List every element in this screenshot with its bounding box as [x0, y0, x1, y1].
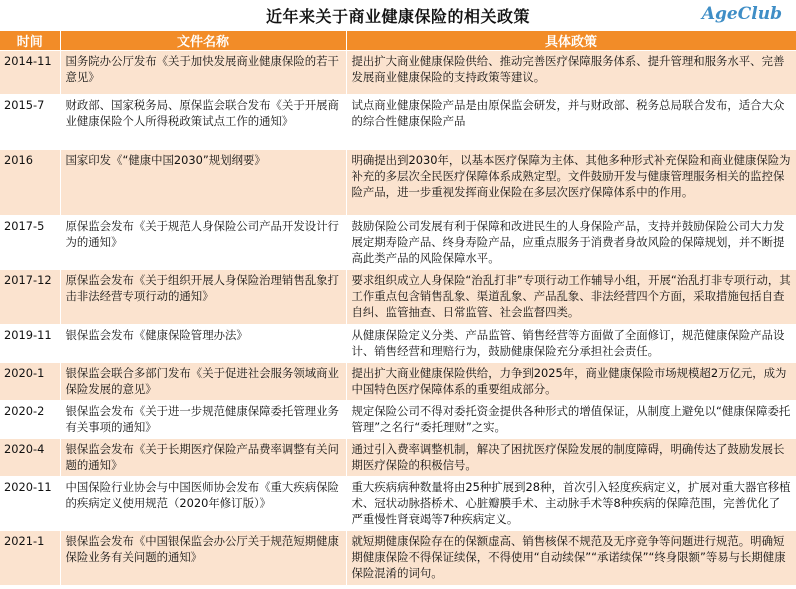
table-row	[0, 531, 796, 585]
row-document: 原保监会发布《关于组织开展人身保险治理销售乱象打击非法经营专项行动的通知》	[60, 270, 346, 325]
table-row	[0, 270, 796, 325]
row-time: 2019-11	[0, 325, 60, 363]
row-policy: 试点商业健康保险产品是由原保监会研发，并与财政部、税务总局联合发布，适合大众的综合性健康保险产品	[346, 95, 796, 150]
row-document: 银保监会发布《健康保险管理办法》	[60, 325, 346, 363]
row-policy: 通过引入费率调整机制，解决了困扰医疗保险发展的制度障碍，明确传达了鼓励发展长期医疗保险的积极信号。	[346, 439, 796, 477]
row-policy: 重大疾病病种数量将由25种扩展到28种，首次引入轻度疾病定义，扩展对重大器官移植术、冠状动脉搭桥术、心脏瓣膜手术、主动脉手术等8种疾病的保障范围，完善优化了严重慢性肾衰竭等7种疾病定义。	[346, 477, 796, 531]
table-row	[0, 477, 796, 531]
row-time: 2017-12	[0, 270, 60, 325]
table-row	[0, 439, 796, 477]
table-header-row	[0, 31, 796, 51]
row-document: 国务院办公厅发布《关于加快发展商业健康保险的若干意见》	[60, 51, 346, 95]
table-row	[0, 401, 796, 439]
table-row	[0, 363, 796, 401]
policy-table	[0, 31, 796, 585]
row-time: 2016	[0, 150, 60, 216]
row-document: 银保监会发布《关于长期医疗保险产品费率调整有关问题的通知》	[60, 439, 346, 477]
row-document: 中国保险行业协会与中国医师协会发布《重大疾病保险的疾病定义使用规范（2020年修订版）》	[60, 477, 346, 531]
row-policy: 提出扩大商业健康保险供给，力争到2025年，商业健康保险市场规模超2万亿元，成为中国特色医疗保障体系的重要组成部分。	[346, 363, 796, 401]
row-time: 2020-1	[0, 363, 60, 401]
row-policy: 鼓励保险公司发展有利于保障和改进民生的人身保险产品，支持并鼓励保险公司大力发展定期寿险产品、终身寿险产品，应重点服务于消费者身故风险的保障规划，并不断提高此类产品的风险保障水平。	[346, 216, 796, 270]
table-row	[0, 216, 796, 270]
table-row	[0, 95, 796, 150]
row-policy: 从健康保险定义分类、产品监管、销售经营等方面做了全面修订，规范健康保险产品设计、销售经营和理赔行为，鼓励健康保险充分承担社会责任。	[346, 325, 796, 363]
row-time: 2020-2	[0, 401, 60, 439]
row-policy: 规定保险公司不得对委托资金提供各种形式的增值保证，从制度上避免以“健康保障委托管理”之名行“委托理财”之实。	[346, 401, 796, 439]
row-document: 财政部、国家税务局、原保监会联合发布《关于开展商业健康保险个人所得税政策试点工作的通知》	[60, 95, 346, 150]
page-title: 近年来关于商业健康保险的相关政策	[265, 7, 530, 26]
row-policy: 提出扩大商业健康保险供给、推动完善医疗保障服务体系、提升管理和服务水平、完善发展商业健康保险的支持政策等建议。	[346, 51, 796, 95]
table-row	[0, 150, 796, 216]
row-policy: 要求组织成立人身保险“治乱打非”专项行动工作辅导小组，开展“治乱打非专项行动，其工作重点包含销售乱象、渠道乱象、产品乱象、非法经营四个方面，采取措施包括自查自纠、监管抽查、日常监管、社会监督四类。	[346, 270, 796, 325]
column-header-policy: 具体政策	[346, 31, 796, 51]
row-time: 2014-11	[0, 51, 60, 95]
row-time: 2017-5	[0, 216, 60, 270]
table-row	[0, 51, 796, 95]
row-time: 2020-4	[0, 439, 60, 477]
column-header-document: 文件名称	[60, 31, 346, 51]
row-document: 银保监会发布《中国银保监会办公厅关于规范短期健康保险业务有关问题的通知》	[60, 531, 346, 585]
table-row	[0, 325, 796, 363]
row-document: 银保监会发布《关于进一步规范健康保障委托管理业务有关事项的通知》	[60, 401, 346, 439]
row-document: 银保监会联合多部门发布《关于促进社会服务领域商业保险发展的意见》	[60, 363, 346, 401]
row-policy: 明确提出到2030年，以基本医疗保障为主体、其他多种形式补充保险和商业健康保险为补充的多层次全民医疗保障体系成熟定型。文件鼓励开发与健康管理服务相关的监控保险产品，进一步重视发挥商业保险在多层次医疗保障体系中的作用。	[346, 150, 796, 216]
row-policy: 就短期健康保险存在的保额虚高、销售核保不规范及无序竞争等问题进行规范。明确短期健康保险不得保证续保，不得使用“自动续保”“承诺续保”“终身限额”等易与长期健康保险混淆的词句。	[346, 531, 796, 585]
row-time: 2015-7	[0, 95, 60, 150]
row-time: 2020-11	[0, 477, 60, 531]
row-document: 原保监会发布《关于规范人身保险公司产品开发设计行为的通知》	[60, 216, 346, 270]
row-time: 2021-1	[0, 531, 60, 585]
column-header-time: 时间	[0, 31, 60, 51]
row-document: 国家印发《“健康中国2030”规划纲要》	[60, 150, 346, 216]
ageclub-logo: AgeClub	[701, 4, 782, 24]
